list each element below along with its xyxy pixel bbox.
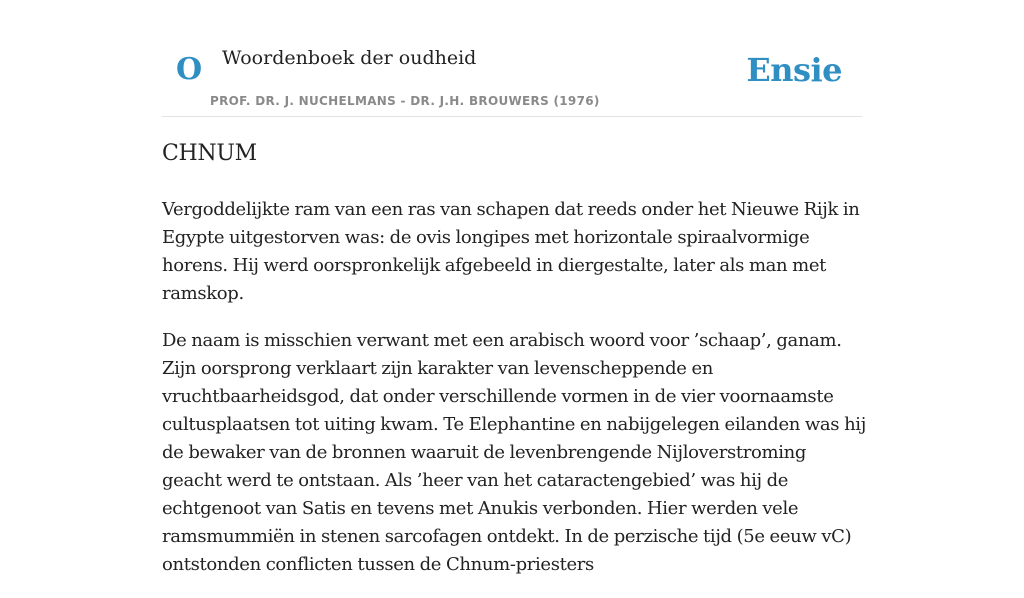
ensie-logo[interactable]: Ensie [746, 51, 842, 89]
book-authors: PROF. DR. J. NUCHELMANS - DR. J.H. BROUWERS (1976) [210, 94, 600, 108]
entry-content [162, 136, 867, 598]
header [162, 0, 862, 117]
entry-paragraph-1: Vergoddelijkte ram van een ras van schapen dat reeds onder het Nieuwe Rijk in Egypte uitgestorven was: de ovis longipes met horizontale spiraalvormige horens. Hij werd oorspronkelijk afgebeeld in diergestalte, later als man met ramskop. [162, 199, 860, 304]
entry-title: CHNUM [162, 141, 257, 166]
entry-paragraph-2: De naam is misschien verwant met een arabisch woord voor ’schaap’, ganam. Zijn oorsprong verklaart zijn karakter van levenscheppende en vruchtbaarheidsgod, dat onder verschillende vormen in de vier voornaamste cultusplaatsen tot uiting kwam. Te Elephantine en nabijgelegen eilanden was hij de bewaker van de bronnen waaruit de levenbrengende Nijloverstroming geacht werd te ontstaan. Als ’heer van het cataractengebied’ was hij de echtgenoot van Satis en tevens met Anukis verbonden. Hier werden vele ramsmummiën in stenen sarcofagen ontdekt. In de perzische tijd (5e eeuw vC) ontstonden conflicten tussen de Chnum-priesters [162, 330, 866, 575]
index-letter[interactable]: O [176, 52, 203, 87]
book-title[interactable]: Woordenboek der oudheid [222, 47, 477, 69]
